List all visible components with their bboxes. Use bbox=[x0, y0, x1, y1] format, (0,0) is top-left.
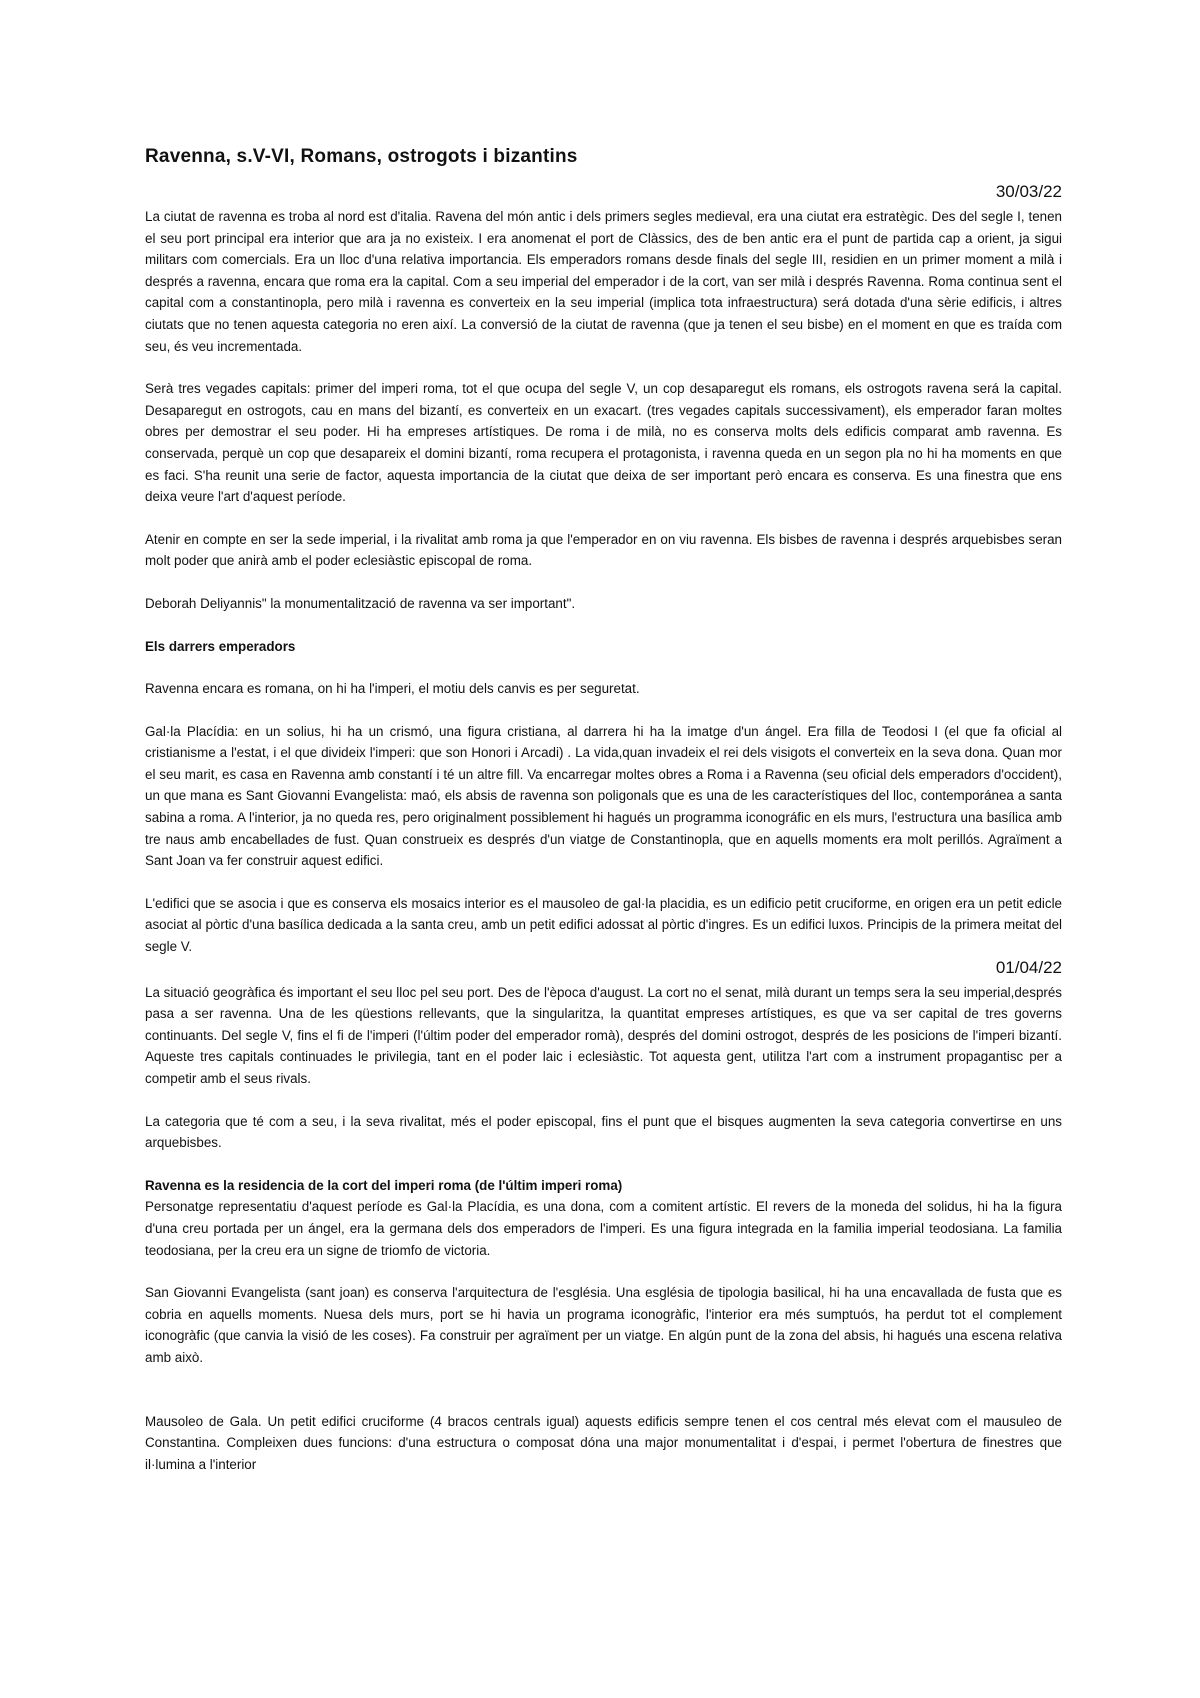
paragraph-gap bbox=[145, 700, 1062, 721]
paragraph-gap bbox=[145, 615, 1062, 636]
date-stamp: 01/04/22 bbox=[995, 957, 1062, 977]
paragraph: Atenir en compte en ser la sede imperial, i la rivalitat amb roma ja que l'emperador en on viu ravenna. Els bisbes de ravenna i després arquebisbes seran molt poder que anirà amb el poder eclesiàstic episcopal de roma. bbox=[145, 531, 1062, 569]
paragraph-gap bbox=[145, 657, 1062, 678]
paragraph-gap bbox=[145, 508, 1062, 529]
paragraph: La ciutat de ravenna es troba al nord est d'italia. Ravena del món antic i dels primers segles medieval, era una ciutat era estratègic. Des del segle I, tenen el seu port principal era interior que ara ja no existeix. I era anomenat el port de Clàssics, des de ben antic era el punt de partida cap a orient, ja sigui militars com comercials. Era un lloc d'una relativa importancia. Els emperadors romans desde finals del segle III, residien en un primer moment a milà i després a ravenna, encara que roma era la capital. Com a seu imperial del emperador i de la cort, van ser milà i després Ravenna. Roma continua sent el capital com a constantinopla, pero milà i ravenna es converteix en la seu imperial (implica tota infraestructura) será dotada d'una sèrie edificis, i altres ciutats que no tenen aquesta categoria no eren així. La conversió de la ciutat de ravenna (que ja tenen el seu bisbe) en el moment en que es traída com seu, és veu incrementada. bbox=[145, 209, 1062, 354]
paragraph-gap bbox=[145, 357, 1062, 378]
paragraph: Gal·la Placídia: en un solius, hi ha un crismó, una figura cristiana, al darrera hi ha la imatge d'un ángel. Era filla de Teodosi I (el que fa oficial al cristianisme a l'estat, i el que divideix l'imperi: que son Honori i Arcadi) . La vida,quan invadeix el rei dels visigots el converteix en la seva dona. Quan mor el seu marit, es casa en Ravenna amb constantí i té un altre fill. Va encarregar moltes obres a Roma i a Ravenna (seu oficial dels emperadors d'occident), un que mana es Sant Giovanni Evangelista: maó, els absis de ravenna son poligonals que es una de les característiques del lloc, contemporánea a santa sabina a roma. A l'interior, ja no queda res, pero originalment possiblement hi hagués un programma iconográfic en els murs, l'estructura una basílica amb tre naus amb encabellades de fust. Quan construeix es després d'un viatge de Constantinopla, que en aquells moments era molt perillós. Agraïment a Sant Joan va fer construir aquest edifici. bbox=[145, 723, 1062, 869]
section-heading: Els darrers emperadors bbox=[145, 638, 296, 654]
paragraph: Mausoleo de Gala. Un petit edifici cruciforme (4 bracos centrals igual) aquests edificis sempre tenen el cos central més elevat com el mausuleo de Constantina. Compleixen dues funcions: d'una estructura o composat dóna una major monumentalitat i d'espai, i permet l'obertura de finestres que il·lumina a l'interior bbox=[145, 1413, 1062, 1472]
paragraph: Ravenna encara es romana, on hi ha l'imperi, el motiu dels canvis es per seguretat. bbox=[145, 681, 640, 697]
paragraph-gap bbox=[145, 872, 1062, 893]
paragraph: Personatge representatiu d'aquest període es Gal·la Placídia, es una dona, com a comitent artístic. El revers de la moneda del solidus, hi ha la figura d'una creu portada per un ángel, era la germana dels dos emperadors de l'imperi. Es una figura integrada en la familia imperial teodosiana. La familia teodosiana, per la creu era un signe de triomfo de victoria. bbox=[145, 1199, 1062, 1258]
paragraph: Deborah Deliyannis" la monumentalització de ravenna va ser important". bbox=[145, 595, 576, 611]
document-title: Ravenna, s.V-VI, Romans, ostrogots i bizantins bbox=[145, 146, 578, 167]
paragraph: La categoria que té com a seu, i la seva rivalitat, més el poder episcopal, fins el punt que el bisques augmenten la seva categoria convertirse en uns arquebisbes. bbox=[145, 1113, 1062, 1151]
paragraph-gap bbox=[145, 572, 1062, 593]
section-heading: Ravenna es la residencia de la cort del imperi roma (de l'últim imperi roma) bbox=[145, 1177, 623, 1193]
paragraph-gap bbox=[145, 1154, 1062, 1175]
paragraph-gap bbox=[145, 1090, 1062, 1111]
paragraph-gap bbox=[145, 1369, 1062, 1411]
date-stamp: 30/03/22 bbox=[995, 182, 1062, 201]
paragraph: Serà tres vegades capitals: primer del imperi roma, tot el que ocupa del segle V, un cop desaparegut els romans, els ostrogots ravena será la capital. Desaparegut en ostrogots, cau en mans del bizantí, es converteix en un exacart. (tres vegades capitals successivament), els emperador faran moltes obres per demostrar el seu poder. Hi ha empreses artístiques. De roma i de milà, no es conserva molts dels edificis comparat amb ravenna. Es conservada, perquè un cop que desapareix el domini bizantí, roma recupera el protagonista, i ravenna queda en un segon pla no hi ha moments en que es faci. S'ha reunit una serie de factor, aquesta importancia de la ciutat que deixa de ser important però encara es conserva. Es una finestra que ens deixa veure l'art d'aquest període. bbox=[145, 381, 1062, 505]
paragraph: La situació geogràfica és important el seu lloc pel seu port. Des de l'època d'august. La cort no el senat, milà durant un temps sera la seu imperial,després pasa a ser ravenna. Una de les qüestions rellevants, que la singularitza, la quantitat empreses artístiques, es que va ser capital de tres governs continuants. Del segle V, fins el fi de l'imperi (l'últim poder del emperador romà), després del domini ostrogot, després de les posicions de l'imperi bizantí. Aqueste tres capitals continuades le privilegia, tant en el poder laic i eclesiàstic. Tot aquesta gent, utilitza l'art com a instrument propagantisc per a competir amb el seus rivals. bbox=[145, 984, 1062, 1086]
paragraph-gap bbox=[145, 1261, 1062, 1282]
paragraph: San Giovanni Evangelista (sant joan) es conserva l'arquitectura de l'església. Una església de tipologia basilical, hi ha una encavallada de fusta que es cobria en aquells moments. Nuesa dels murs, port se hi havia un programa iconogràfic, l'interior era més sumptuós, ha perdut tot el complement iconogràfic (que canvia la visió de les coses). Fa construir per agraïment per un viatge. En algún punt de la zona del absis, hi hagués una escena relativa amb això. bbox=[145, 1285, 1062, 1365]
paragraph: L'edifici que se asocia i que es conserva els mosaics interior es el mausoleo de gal·la placidia, es un edificio petit cruciforme, en origen era un petit edicle asociat al pòrtic d'una basílica dedicada a la santa creu, amb un petit edifici adossat al pòrtic d'ingres. Es un edifici luxos. Principis de la primera meitat del segle V. bbox=[145, 895, 1062, 955]
